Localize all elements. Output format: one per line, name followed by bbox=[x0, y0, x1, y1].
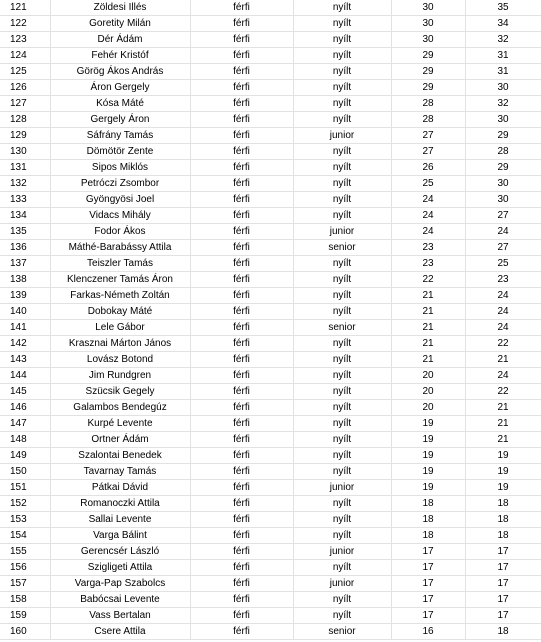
gender-cell[interactable]: férfi bbox=[190, 112, 293, 128]
rank-cell[interactable]: 151 bbox=[0, 480, 50, 496]
score-cell[interactable]: 29 bbox=[391, 80, 465, 96]
score-cell[interactable]: 17 bbox=[391, 560, 465, 576]
gender-cell[interactable]: férfi bbox=[190, 208, 293, 224]
total-cell[interactable]: 21 bbox=[465, 400, 541, 416]
name-cell[interactable]: Sallai Levente bbox=[50, 512, 190, 528]
table-row bbox=[0, 368, 541, 384]
gender-cell[interactable]: férfi bbox=[190, 32, 293, 48]
rank-cell[interactable]: 140 bbox=[0, 304, 50, 320]
gender-cell[interactable]: férfi bbox=[190, 608, 293, 624]
rank-cell[interactable]: 154 bbox=[0, 528, 50, 544]
category-cell[interactable]: junior bbox=[293, 544, 391, 560]
score-cell[interactable]: 19 bbox=[391, 432, 465, 448]
score-cell[interactable]: 17 bbox=[391, 576, 465, 592]
rank-cell[interactable]: 128 bbox=[0, 112, 50, 128]
table-row bbox=[0, 288, 541, 304]
total-cell[interactable]: 18 bbox=[465, 528, 541, 544]
table-row bbox=[0, 448, 541, 464]
score-cell[interactable]: 28 bbox=[391, 96, 465, 112]
score-cell[interactable]: 17 bbox=[391, 608, 465, 624]
gender-cell[interactable]: férfi bbox=[190, 368, 293, 384]
score-cell[interactable]: 19 bbox=[391, 448, 465, 464]
rank-cell[interactable]: 139 bbox=[0, 288, 50, 304]
gender-cell[interactable]: férfi bbox=[190, 0, 293, 16]
gender-cell[interactable]: férfi bbox=[190, 304, 293, 320]
table-row bbox=[0, 192, 541, 208]
gender-cell[interactable]: férfi bbox=[190, 272, 293, 288]
table-row bbox=[0, 32, 541, 48]
gender-cell[interactable]: férfi bbox=[190, 224, 293, 240]
score-cell[interactable]: 30 bbox=[391, 0, 465, 16]
category-cell[interactable]: junior bbox=[293, 480, 391, 496]
category-cell[interactable]: nyílt bbox=[293, 384, 391, 400]
name-cell[interactable]: Varga-Pap Szabolcs bbox=[50, 576, 190, 592]
table-row bbox=[0, 80, 541, 96]
category-cell[interactable]: nyílt bbox=[293, 368, 391, 384]
table-row bbox=[0, 544, 541, 560]
score-cell[interactable]: 16 bbox=[391, 624, 465, 640]
name-cell[interactable]: Máthé-Barabássy Attila bbox=[50, 240, 190, 256]
score-cell[interactable]: 26 bbox=[391, 160, 465, 176]
name-cell[interactable]: Teiszler Tamás bbox=[50, 256, 190, 272]
name-cell[interactable]: Farkas-Németh Zoltán bbox=[50, 288, 190, 304]
gender-cell[interactable]: férfi bbox=[190, 144, 293, 160]
gender-cell[interactable]: férfi bbox=[190, 160, 293, 176]
score-cell[interactable]: 22 bbox=[391, 272, 465, 288]
table-row bbox=[0, 400, 541, 416]
category-cell[interactable]: nyílt bbox=[293, 448, 391, 464]
total-cell[interactable]: 19 bbox=[465, 448, 541, 464]
score-cell[interactable]: 21 bbox=[391, 288, 465, 304]
table-row bbox=[0, 320, 541, 336]
name-cell[interactable]: Szigligeti Attila bbox=[50, 560, 190, 576]
gender-cell[interactable]: férfi bbox=[190, 448, 293, 464]
total-cell[interactable]: 24 bbox=[465, 368, 541, 384]
gender-cell[interactable]: férfi bbox=[190, 240, 293, 256]
name-cell[interactable]: Lele Gábor bbox=[50, 320, 190, 336]
score-cell[interactable]: 27 bbox=[391, 144, 465, 160]
name-cell[interactable]: Babócsai Levente bbox=[50, 592, 190, 608]
name-cell[interactable]: Sáfrány Tamás bbox=[50, 128, 190, 144]
total-cell[interactable]: 27 bbox=[465, 240, 541, 256]
gender-cell[interactable]: férfi bbox=[190, 80, 293, 96]
gender-cell[interactable]: férfi bbox=[190, 464, 293, 480]
score-cell[interactable]: 24 bbox=[391, 192, 465, 208]
total-cell[interactable]: 29 bbox=[465, 128, 541, 144]
category-cell[interactable]: nyílt bbox=[293, 592, 391, 608]
name-cell[interactable]: Dér Ádám bbox=[50, 32, 190, 48]
rank-cell[interactable]: 135 bbox=[0, 224, 50, 240]
score-cell[interactable]: 21 bbox=[391, 320, 465, 336]
name-cell[interactable]: Varga Bálint bbox=[50, 528, 190, 544]
table-row bbox=[0, 608, 541, 624]
score-cell[interactable]: 23 bbox=[391, 256, 465, 272]
table-row bbox=[0, 144, 541, 160]
total-cell[interactable]: 17 bbox=[465, 576, 541, 592]
table-row bbox=[0, 528, 541, 544]
category-cell[interactable]: nyílt bbox=[293, 528, 391, 544]
name-cell[interactable]: Krasznai Márton János bbox=[50, 336, 190, 352]
category-cell[interactable]: nyílt bbox=[293, 400, 391, 416]
gender-cell[interactable]: férfi bbox=[190, 416, 293, 432]
gender-cell[interactable]: férfi bbox=[190, 288, 293, 304]
rank-cell[interactable]: 144 bbox=[0, 368, 50, 384]
gender-cell[interactable]: férfi bbox=[190, 256, 293, 272]
score-cell[interactable]: 19 bbox=[391, 480, 465, 496]
total-cell[interactable]: 21 bbox=[465, 432, 541, 448]
category-cell[interactable]: nyílt bbox=[293, 16, 391, 32]
category-cell[interactable]: nyílt bbox=[293, 304, 391, 320]
rank-cell[interactable]: 131 bbox=[0, 160, 50, 176]
rank-cell[interactable]: 127 bbox=[0, 96, 50, 112]
gender-cell[interactable]: férfi bbox=[190, 64, 293, 80]
table-row bbox=[0, 480, 541, 496]
score-cell[interactable]: 24 bbox=[391, 224, 465, 240]
score-cell[interactable]: 18 bbox=[391, 528, 465, 544]
name-cell[interactable]: Dömötör Zente bbox=[50, 144, 190, 160]
rank-cell[interactable]: 136 bbox=[0, 240, 50, 256]
name-cell[interactable]: Szalontai Benedek bbox=[50, 448, 190, 464]
rank-cell[interactable]: 147 bbox=[0, 416, 50, 432]
category-cell[interactable]: nyílt bbox=[293, 256, 391, 272]
total-cell[interactable]: 31 bbox=[465, 48, 541, 64]
name-cell[interactable]: Kósa Máté bbox=[50, 96, 190, 112]
rank-cell[interactable]: 126 bbox=[0, 80, 50, 96]
rank-cell[interactable]: 150 bbox=[0, 464, 50, 480]
total-cell[interactable]: 31 bbox=[465, 64, 541, 80]
category-cell[interactable]: nyílt bbox=[293, 0, 391, 16]
table-row bbox=[0, 464, 541, 480]
table-row bbox=[0, 128, 541, 144]
table-row bbox=[0, 240, 541, 256]
rank-cell[interactable]: 148 bbox=[0, 432, 50, 448]
category-cell[interactable]: nyílt bbox=[293, 112, 391, 128]
rank-cell[interactable]: 137 bbox=[0, 256, 50, 272]
score-cell[interactable]: 18 bbox=[391, 512, 465, 528]
category-cell[interactable]: nyílt bbox=[293, 560, 391, 576]
score-cell[interactable]: 23 bbox=[391, 240, 465, 256]
score-cell[interactable]: 19 bbox=[391, 416, 465, 432]
name-cell[interactable]: Fehér Kristóf bbox=[50, 48, 190, 64]
total-cell[interactable]: 24 bbox=[465, 320, 541, 336]
category-cell[interactable]: nyílt bbox=[293, 96, 391, 112]
rank-cell[interactable]: 121 bbox=[0, 0, 50, 16]
table-row bbox=[0, 272, 541, 288]
total-cell[interactable]: 24 bbox=[465, 304, 541, 320]
score-cell[interactable]: 21 bbox=[391, 336, 465, 352]
rank-cell[interactable]: 158 bbox=[0, 592, 50, 608]
gender-cell[interactable]: férfi bbox=[190, 336, 293, 352]
score-cell[interactable]: 29 bbox=[391, 64, 465, 80]
table-row bbox=[0, 416, 541, 432]
name-cell[interactable]: Lovász Botond bbox=[50, 352, 190, 368]
gender-cell[interactable]: férfi bbox=[190, 576, 293, 592]
total-cell[interactable]: 32 bbox=[465, 32, 541, 48]
name-cell[interactable]: Gergely Áron bbox=[50, 112, 190, 128]
gender-cell[interactable]: férfi bbox=[190, 432, 293, 448]
total-cell[interactable]: 18 bbox=[465, 512, 541, 528]
name-cell[interactable]: Klenczener Tamás Áron bbox=[50, 272, 190, 288]
name-cell[interactable]: Goretity Milán bbox=[50, 16, 190, 32]
table-row bbox=[0, 432, 541, 448]
gender-cell[interactable]: férfi bbox=[190, 560, 293, 576]
score-cell[interactable]: 20 bbox=[391, 400, 465, 416]
category-cell[interactable]: nyílt bbox=[293, 176, 391, 192]
category-cell[interactable]: nyílt bbox=[293, 496, 391, 512]
total-cell[interactable]: 28 bbox=[465, 144, 541, 160]
category-cell[interactable]: senior bbox=[293, 624, 391, 640]
category-cell[interactable]: senior bbox=[293, 240, 391, 256]
name-cell[interactable]: Galambos Bendegúz bbox=[50, 400, 190, 416]
score-cell[interactable]: 18 bbox=[391, 496, 465, 512]
rank-cell[interactable]: 145 bbox=[0, 384, 50, 400]
category-cell[interactable]: junior bbox=[293, 576, 391, 592]
total-cell[interactable]: 32 bbox=[465, 96, 541, 112]
rank-cell[interactable]: 152 bbox=[0, 496, 50, 512]
total-cell[interactable]: 22 bbox=[465, 336, 541, 352]
category-cell[interactable]: junior bbox=[293, 128, 391, 144]
gender-cell[interactable]: férfi bbox=[190, 496, 293, 512]
rank-cell[interactable]: 133 bbox=[0, 192, 50, 208]
gender-cell[interactable]: férfi bbox=[190, 320, 293, 336]
score-cell[interactable]: 28 bbox=[391, 112, 465, 128]
name-cell[interactable]: Dobokay Máté bbox=[50, 304, 190, 320]
gender-cell[interactable]: férfi bbox=[190, 384, 293, 400]
score-cell[interactable]: 29 bbox=[391, 48, 465, 64]
score-cell[interactable]: 21 bbox=[391, 352, 465, 368]
name-cell[interactable]: Romanoczki Attila bbox=[50, 496, 190, 512]
table-row bbox=[0, 224, 541, 240]
table-row bbox=[0, 112, 541, 128]
score-cell[interactable]: 17 bbox=[391, 592, 465, 608]
name-cell[interactable]: Jim Rundgren bbox=[50, 368, 190, 384]
score-cell[interactable]: 30 bbox=[391, 16, 465, 32]
category-cell[interactable]: nyílt bbox=[293, 160, 391, 176]
name-cell[interactable]: Ortner Ádám bbox=[50, 432, 190, 448]
rank-cell[interactable]: 142 bbox=[0, 336, 50, 352]
name-cell[interactable]: Zöldesi Illés bbox=[50, 0, 190, 16]
rank-cell[interactable]: 138 bbox=[0, 272, 50, 288]
category-cell[interactable]: nyílt bbox=[293, 512, 391, 528]
gender-cell[interactable]: férfi bbox=[190, 176, 293, 192]
total-cell[interactable]: 35 bbox=[465, 0, 541, 16]
gender-cell[interactable]: férfi bbox=[190, 192, 293, 208]
name-cell[interactable]: Fodor Ákos bbox=[50, 224, 190, 240]
rank-cell[interactable]: 143 bbox=[0, 352, 50, 368]
score-cell[interactable]: 20 bbox=[391, 368, 465, 384]
table-row bbox=[0, 208, 541, 224]
rank-cell[interactable]: 157 bbox=[0, 576, 50, 592]
rank-cell[interactable]: 124 bbox=[0, 48, 50, 64]
rank-cell[interactable]: 159 bbox=[0, 608, 50, 624]
rank-cell[interactable]: 122 bbox=[0, 16, 50, 32]
gender-cell[interactable]: férfi bbox=[190, 352, 293, 368]
total-cell[interactable]: 29 bbox=[465, 160, 541, 176]
total-cell[interactable]: 17 bbox=[465, 560, 541, 576]
total-cell[interactable]: 30 bbox=[465, 192, 541, 208]
category-cell[interactable]: nyílt bbox=[293, 144, 391, 160]
gender-cell[interactable]: férfi bbox=[190, 16, 293, 32]
name-cell[interactable]: Vidacs Mihály bbox=[50, 208, 190, 224]
rank-cell[interactable]: 132 bbox=[0, 176, 50, 192]
total-cell[interactable]: 34 bbox=[465, 16, 541, 32]
name-cell[interactable]: Kurpé Levente bbox=[50, 416, 190, 432]
table-row bbox=[0, 352, 541, 368]
category-cell[interactable]: nyílt bbox=[293, 32, 391, 48]
category-cell[interactable]: nyílt bbox=[293, 352, 391, 368]
total-cell[interactable]: 30 bbox=[465, 112, 541, 128]
rank-cell[interactable]: 153 bbox=[0, 512, 50, 528]
score-cell[interactable]: 17 bbox=[391, 544, 465, 560]
category-cell[interactable]: nyílt bbox=[293, 64, 391, 80]
rank-cell[interactable]: 130 bbox=[0, 144, 50, 160]
rank-cell[interactable]: 125 bbox=[0, 64, 50, 80]
gender-cell[interactable]: férfi bbox=[190, 512, 293, 528]
gender-cell[interactable]: férfi bbox=[190, 96, 293, 112]
category-cell[interactable]: nyílt bbox=[293, 608, 391, 624]
gender-cell[interactable]: férfi bbox=[190, 480, 293, 496]
rank-cell[interactable]: 134 bbox=[0, 208, 50, 224]
rank-cell[interactable]: 129 bbox=[0, 128, 50, 144]
table-row bbox=[0, 576, 541, 592]
total-cell[interactable]: 21 bbox=[465, 352, 541, 368]
category-cell[interactable]: nyílt bbox=[293, 48, 391, 64]
name-cell[interactable]: Szücsik Gegely bbox=[50, 384, 190, 400]
category-cell[interactable]: nyílt bbox=[293, 288, 391, 304]
gender-cell[interactable]: férfi bbox=[190, 624, 293, 640]
gender-cell[interactable]: férfi bbox=[190, 128, 293, 144]
name-cell[interactable]: Gyöngyösi Joel bbox=[50, 192, 190, 208]
score-cell[interactable]: 24 bbox=[391, 208, 465, 224]
table-row bbox=[0, 336, 541, 352]
name-cell[interactable]: Gerencsér László bbox=[50, 544, 190, 560]
score-cell[interactable]: 21 bbox=[391, 304, 465, 320]
total-cell[interactable]: 27 bbox=[465, 208, 541, 224]
table-row bbox=[0, 624, 541, 640]
name-cell[interactable]: Tavarnay Tamás bbox=[50, 464, 190, 480]
rank-cell[interactable]: 141 bbox=[0, 320, 50, 336]
total-cell[interactable]: 21 bbox=[465, 416, 541, 432]
name-cell[interactable]: Pátkai Dávid bbox=[50, 480, 190, 496]
table-row bbox=[0, 160, 541, 176]
category-cell[interactable]: senior bbox=[293, 320, 391, 336]
rank-cell[interactable]: 155 bbox=[0, 544, 50, 560]
gender-cell[interactable]: férfi bbox=[190, 48, 293, 64]
rank-cell[interactable]: 146 bbox=[0, 400, 50, 416]
total-cell[interactable]: 18 bbox=[465, 496, 541, 512]
name-cell[interactable]: Vass Bertalan bbox=[50, 608, 190, 624]
total-cell[interactable]: 19 bbox=[465, 464, 541, 480]
category-cell[interactable]: nyílt bbox=[293, 336, 391, 352]
total-cell[interactable]: 17 bbox=[465, 592, 541, 608]
table-row bbox=[0, 560, 541, 576]
table-row bbox=[0, 176, 541, 192]
name-cell[interactable]: Görög Ákos András bbox=[50, 64, 190, 80]
category-cell[interactable]: nyílt bbox=[293, 432, 391, 448]
table-row bbox=[0, 48, 541, 64]
table-row bbox=[0, 304, 541, 320]
category-cell[interactable]: nyílt bbox=[293, 192, 391, 208]
gender-cell[interactable]: férfi bbox=[190, 528, 293, 544]
table-row bbox=[0, 64, 541, 80]
category-cell[interactable]: junior bbox=[293, 224, 391, 240]
name-cell[interactable]: Sipos Miklós bbox=[50, 160, 190, 176]
table-row bbox=[0, 0, 541, 16]
category-cell[interactable]: nyílt bbox=[293, 464, 391, 480]
total-cell[interactable]: 30 bbox=[465, 80, 541, 96]
gender-cell[interactable]: férfi bbox=[190, 400, 293, 416]
rank-cell[interactable]: 160 bbox=[0, 624, 50, 640]
total-cell[interactable]: 17 bbox=[465, 608, 541, 624]
category-cell[interactable]: nyílt bbox=[293, 272, 391, 288]
total-cell[interactable]: 17 bbox=[465, 544, 541, 560]
name-cell[interactable]: Petróczi Zsombor bbox=[50, 176, 190, 192]
gender-cell[interactable]: férfi bbox=[190, 544, 293, 560]
table-row bbox=[0, 512, 541, 528]
table-row bbox=[0, 256, 541, 272]
total-cell[interactable]: 24 bbox=[465, 224, 541, 240]
table-row bbox=[0, 96, 541, 112]
score-cell[interactable]: 25 bbox=[391, 176, 465, 192]
category-cell[interactable]: nyílt bbox=[293, 208, 391, 224]
gender-cell[interactable]: férfi bbox=[190, 592, 293, 608]
rank-cell[interactable]: 156 bbox=[0, 560, 50, 576]
score-cell[interactable]: 27 bbox=[391, 128, 465, 144]
total-cell[interactable]: 25 bbox=[465, 256, 541, 272]
category-cell[interactable]: nyílt bbox=[293, 80, 391, 96]
rank-cell[interactable]: 149 bbox=[0, 448, 50, 464]
total-cell[interactable]: 23 bbox=[465, 272, 541, 288]
total-cell[interactable]: 19 bbox=[465, 480, 541, 496]
table-row bbox=[0, 592, 541, 608]
rank-cell[interactable]: 123 bbox=[0, 32, 50, 48]
total-cell[interactable]: 22 bbox=[465, 384, 541, 400]
table-row bbox=[0, 16, 541, 32]
table-row bbox=[0, 496, 541, 512]
score-cell[interactable]: 30 bbox=[391, 32, 465, 48]
name-cell[interactable]: Áron Gergely bbox=[50, 80, 190, 96]
score-cell[interactable]: 19 bbox=[391, 464, 465, 480]
total-cell[interactable]: 18 bbox=[465, 624, 541, 640]
score-cell[interactable]: 20 bbox=[391, 384, 465, 400]
total-cell[interactable]: 24 bbox=[465, 288, 541, 304]
name-cell[interactable]: Csere Attila bbox=[50, 624, 190, 640]
total-cell[interactable]: 30 bbox=[465, 176, 541, 192]
category-cell[interactable]: nyílt bbox=[293, 416, 391, 432]
table-row bbox=[0, 384, 541, 400]
